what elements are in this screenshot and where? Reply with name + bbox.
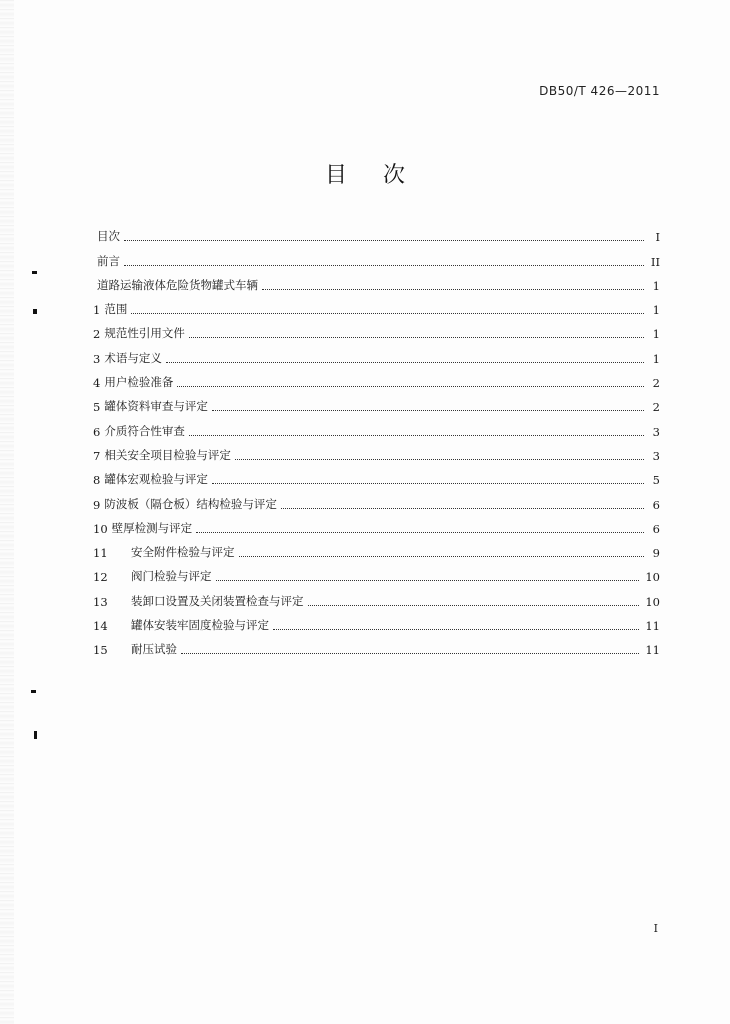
toc-entry-page: 1 <box>652 351 660 366</box>
toc-entry-number: 4 <box>93 376 101 391</box>
toc-entry-label: 阀门检验与评定 <box>131 569 212 584</box>
toc-entry-label: 规范性引用文件 <box>104 326 185 341</box>
toc-entry-number: 8 <box>93 473 101 488</box>
toc-leader-dots <box>262 288 644 290</box>
toc-entry[interactable] <box>93 366 660 390</box>
toc-entry-page: 6 <box>652 497 660 512</box>
toc-entry-label: 前言 <box>97 253 120 268</box>
toc-leader-dots <box>124 264 644 266</box>
toc-leader-dots <box>189 336 644 338</box>
toc-entry-label: 相关安全项目检验与评定 <box>104 447 231 462</box>
toc-entry-page: 3 <box>652 424 660 439</box>
toc-entry[interactable] <box>93 584 660 608</box>
toc-entry[interactable] <box>93 633 660 657</box>
toc-entry-page: 9 <box>652 546 660 561</box>
toc-entry-page: I <box>655 230 660 245</box>
toc-leader-dots <box>239 555 645 557</box>
toc-entry[interactable] <box>93 341 660 365</box>
toc-entry-page: 1 <box>652 327 660 342</box>
toc-entry-label: 术语与定义 <box>104 350 162 365</box>
toc-entry-label: 用户检验准备 <box>104 375 174 390</box>
toc-entry[interactable] <box>93 390 660 414</box>
toc-entry-label: 耐压试验 <box>131 642 177 657</box>
toc-entry-label: 罐体宏观检验与评定 <box>104 472 208 487</box>
toc-entry-number: 7 <box>93 448 101 463</box>
toc-entry-page: 6 <box>652 521 660 536</box>
toc-leader-dots <box>124 239 644 241</box>
toc-entry[interactable] <box>93 512 660 536</box>
toc-leader-dots <box>177 385 644 387</box>
toc-entry-number: 15 <box>93 643 108 658</box>
toc-entry[interactable] <box>93 220 660 244</box>
toc-leader-dots <box>235 458 644 460</box>
toc-entry-page: 11 <box>645 619 660 634</box>
toc-entry-number: 3 <box>93 351 101 366</box>
toc-entry-number: 11 <box>93 546 108 561</box>
toc-entry-number: 10 <box>93 521 108 536</box>
toc-entry-page: 3 <box>652 448 660 463</box>
toc-entry-label: 安全附件检验与评定 <box>131 545 235 560</box>
toc-entry-label: 壁厚检测与评定 <box>111 520 193 535</box>
toc-entry[interactable] <box>93 293 660 317</box>
scan-speck <box>31 690 36 693</box>
toc-entry[interactable] <box>93 414 660 438</box>
toc-entry-number: 6 <box>93 424 101 439</box>
toc-entry-page: 1 <box>652 303 660 318</box>
toc-leader-dots <box>216 579 640 581</box>
toc-entry-number: 13 <box>93 594 108 609</box>
toc-entry-page: 10 <box>645 594 660 609</box>
toc-entry[interactable] <box>93 536 660 560</box>
toc-leader-dots <box>212 409 644 411</box>
toc-entry[interactable] <box>93 487 660 511</box>
toc-leader-dots <box>181 652 639 654</box>
toc-entry-label: 装卸口设置及关闭装置检查与评定 <box>131 593 304 608</box>
toc-entry-label: 介质符合性审查 <box>104 423 185 438</box>
toc-leader-dots <box>281 507 644 509</box>
toc-entry-number: 12 <box>93 570 108 585</box>
toc-entry-page: 11 <box>645 643 660 658</box>
toc-entry-page: II <box>650 254 660 269</box>
toc-entry-number: 5 <box>93 400 101 415</box>
toc-leader-dots <box>131 312 644 314</box>
scan-speck <box>32 271 37 274</box>
toc-entry-page: 2 <box>652 400 660 415</box>
scan-edge-noise <box>0 0 14 1024</box>
toc-entry-label: 范围 <box>104 302 128 317</box>
toc-entry-number: 14 <box>93 619 108 634</box>
toc-entry-label: 罐体安装牢固度检验与评定 <box>131 618 269 633</box>
toc-leader-dots <box>308 604 640 606</box>
table-of-contents <box>93 220 660 657</box>
toc-entry[interactable] <box>93 609 660 633</box>
footer-page-number: I <box>653 922 658 935</box>
toc-entry[interactable] <box>93 463 660 487</box>
toc-entry-label: 防波板（隔仓板）结构检验与评定 <box>104 496 277 511</box>
scan-speck <box>33 309 37 314</box>
toc-entry[interactable] <box>93 317 660 341</box>
scan-speck <box>34 731 37 739</box>
toc-entry[interactable] <box>93 269 660 293</box>
document-code: DB50/T 426—2011 <box>539 84 660 98</box>
toc-entry-label: 道路运输液体危险货物罐式车辆 <box>97 277 258 292</box>
toc-entry-label: 罐体资料审查与评定 <box>104 399 208 414</box>
toc-entry[interactable] <box>93 439 660 463</box>
page-title: 目次 <box>324 163 441 188</box>
toc-entry[interactable] <box>93 244 660 268</box>
toc-leader-dots <box>273 628 639 630</box>
toc-entry-page: 10 <box>645 570 660 585</box>
toc-entry-page: 5 <box>652 473 660 488</box>
toc-entry-number: 1 <box>93 303 101 318</box>
toc-leader-dots <box>212 482 644 484</box>
toc-entry-number: 9 <box>93 497 101 512</box>
toc-leader-dots <box>189 434 644 436</box>
toc-entry-label: 目次 <box>97 229 120 244</box>
toc-entry-page: 1 <box>652 278 660 293</box>
toc-entry-number: 2 <box>93 327 101 342</box>
toc-entry[interactable] <box>93 560 660 584</box>
toc-entry-page: 2 <box>652 376 660 391</box>
toc-leader-dots <box>166 361 644 363</box>
toc-leader-dots <box>196 531 644 533</box>
